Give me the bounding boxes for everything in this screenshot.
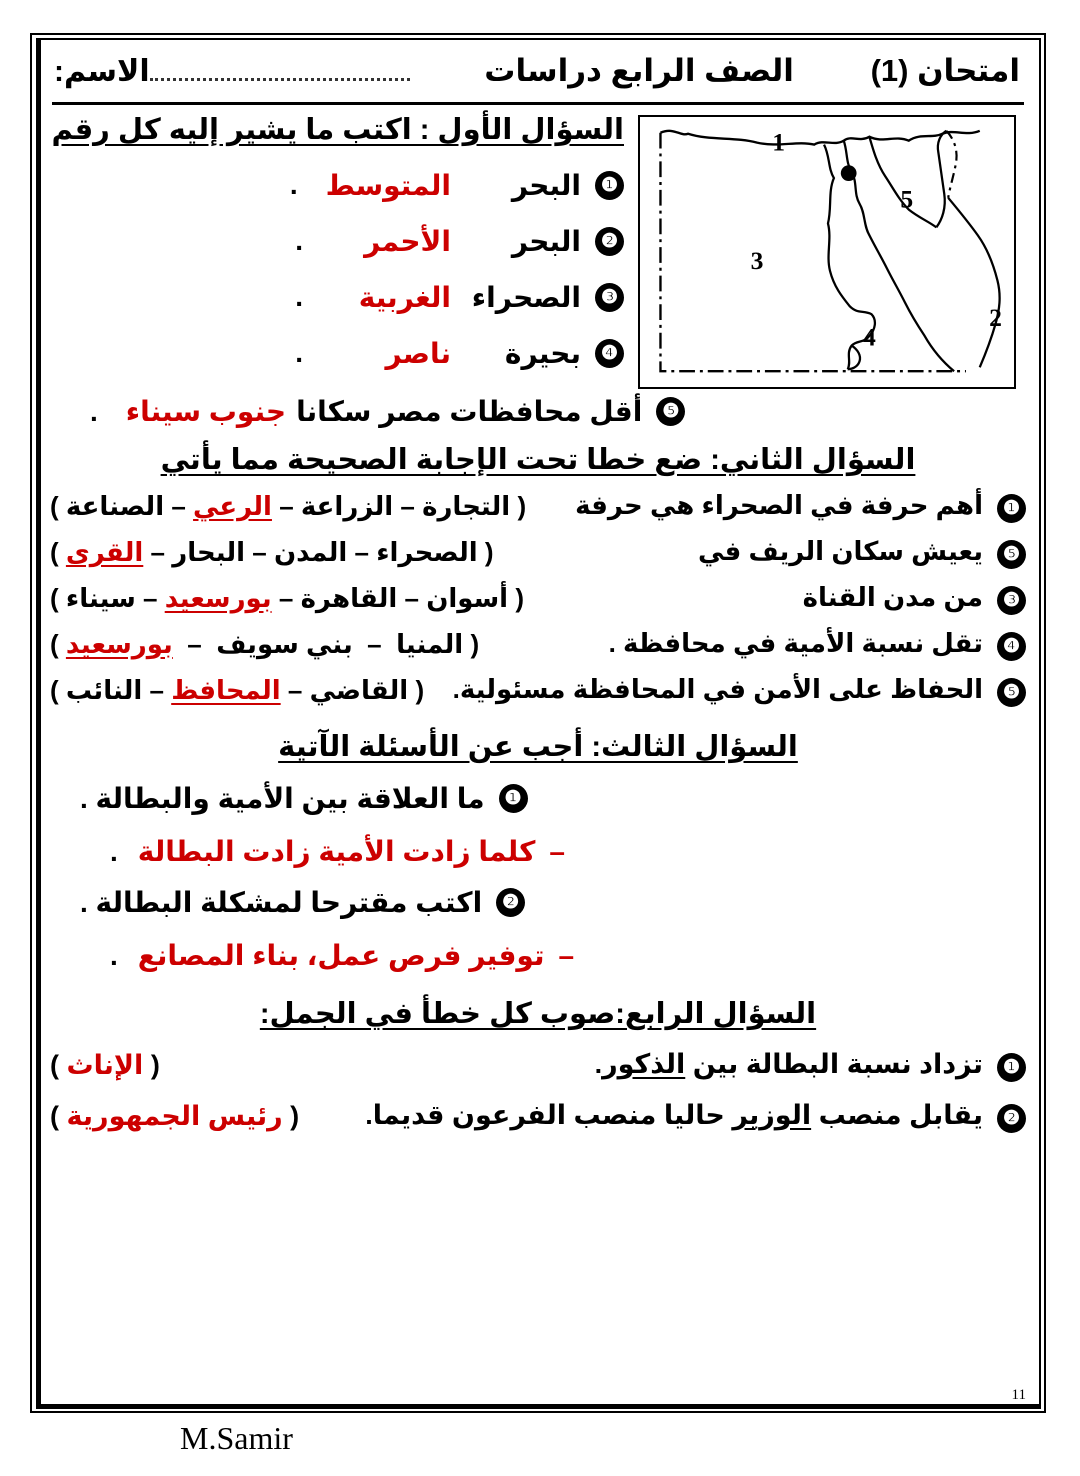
item-question-1: البحر [511,169,581,201]
paren-open: ( [290,1101,300,1131]
essay-answer-period-1: . [110,835,118,867]
mcq-bullet-5: ❺ [997,678,1026,707]
item-period-4: . [295,337,303,368]
mcq-option[interactable]: التجارة [422,491,511,521]
item-bullet-4: ❹ [595,339,624,368]
item-answer-1: المتوسط [325,169,451,201]
item-period-3: . [295,281,303,312]
correction-row [50,1049,1026,1082]
paren-close: ) [50,675,59,705]
mcq-row [50,628,1026,661]
option-separator: – [180,629,209,659]
mcq-option[interactable]: أسوان [426,583,509,613]
paren-close: ) [50,629,59,659]
mcq-option[interactable]: المدن [273,537,348,567]
mcq-stem-2 [698,536,1026,569]
paren-open: ( [515,583,524,613]
option-separator: – [150,537,165,567]
option-separator: – [279,491,294,521]
correction-before-2: يقابل منصب [811,1100,983,1130]
item-period-2: . [295,225,303,256]
mcq-bullet-4: ❹ [997,632,1026,661]
mcq-stem-1 [575,490,1026,523]
correction-bullet-2: ❷ [997,1104,1026,1133]
correction-stem-1 [595,1049,1026,1082]
answer-dash-1: – [549,835,565,867]
mcq-stem-3 [803,582,1026,615]
cairo-marker [841,165,857,181]
exam-number-label: امتحان (1) [870,53,1020,88]
essay-bullet-1: ❶ [499,784,528,813]
item-answer-3: الغربية [358,281,451,313]
mcq-row [50,674,1026,707]
answer-row-5 [50,395,1026,428]
essay-bullet-2: ❷ [496,888,525,917]
mcq-option-correct[interactable]: الرعي [193,491,272,521]
paren-open: ( [470,629,480,659]
option-separator: – [287,675,303,705]
correction-underlined-1: الذكور [602,1049,686,1079]
mcq-option[interactable]: البحار [172,537,245,567]
answer-row [50,213,624,269]
option-separator: – [252,537,267,567]
essay-question-text-2: اكتب مقترحا لمشكلة البطالة . [80,887,483,918]
paren-open: ( [415,675,425,705]
mcq-options-4 [50,629,479,660]
mcq-option[interactable]: القاضي [309,675,409,705]
map-label-3: 3 [750,245,764,275]
item-question-5: أقل محافظات مصر سكانا [296,396,643,427]
option-separator: – [404,583,419,613]
exam-header [50,40,1026,102]
map-label-5: 5 [900,184,914,214]
mcq-stem-text-5: الحفاظ على الأمن في المحافظة مسئولية. [452,674,983,704]
correction-bullet-1: ❶ [997,1053,1026,1082]
section-two-body [50,490,1026,707]
section-one-heading: السؤال الأول : اكتب ما يشير إليه كل رقم [51,114,624,146]
page-number: 11 [1011,1387,1026,1403]
section-one-answer-list [50,157,624,381]
paren-close: ) [50,583,59,613]
item-period-1: . [289,169,298,200]
essay-question-text-1: ما العلاقة بين الأمية والبطالة . [80,783,485,814]
mcq-stem-5 [453,674,1026,707]
item-question-3: الصحراء [471,281,581,313]
correction-before-1: تزداد نسبة البطالة بين [685,1049,983,1079]
option-separator: – [149,675,164,705]
essay-answer-period-2: . [110,939,118,971]
option-separator: – [143,583,158,613]
mcq-option[interactable]: القاهرة [300,583,398,613]
paren-close: ) [50,1101,59,1131]
egypt-map [638,115,1016,389]
item-answer-4: ناصر [385,337,451,369]
option-separator: – [359,629,389,659]
item-bullet-5: ❺ [656,397,685,426]
mcq-option[interactable]: الصحراء [376,537,478,567]
option-separator: – [400,491,415,521]
correction-answer-group-2 [50,1101,299,1132]
mcq-option[interactable]: سيناء [65,583,136,613]
mcq-bullet-1: ❶ [997,494,1026,523]
paren-open: ( [150,1050,160,1080]
option-separator: – [278,583,294,613]
correction-answer-1: الإناث [66,1050,144,1080]
mcq-option[interactable]: الصناعة [65,491,165,521]
section-two-heading: السؤال الثاني: ضع خطا تحت الإجابة الصحيحة مما يأتي [160,444,916,476]
map-label-2: 2 [989,302,1002,332]
essay-question-2 [50,886,1026,919]
mcq-options-2 [50,537,494,568]
answer-dash-2: – [558,939,575,971]
mcq-option[interactable]: الزراعة [300,491,394,521]
item-question-2: البحر [511,225,581,257]
mcq-row [50,490,1026,523]
mcq-stem-4 [609,628,1026,661]
item-bullet-2: ❷ [595,227,624,256]
correction-underlined-2: الوزير [732,1100,812,1130]
correction-row [50,1100,1026,1133]
mcq-option-correct[interactable]: القرى [65,537,144,567]
author-signature: M.Samir [180,1420,293,1456]
map-container [628,112,1026,389]
correction-answer-group-1 [50,1050,160,1081]
mcq-options-3 [50,583,524,614]
item-answer-2: الأحمر [364,225,451,257]
page-content [40,40,1036,1406]
answer-row [50,269,624,325]
item-question-4: بحيرة [504,337,581,369]
essay-answer-text-1: كلما زادت الأمية زادت البطالة [137,836,536,867]
essay-answer-text-2: توفير فرص عمل، بناء المصانع [137,940,545,971]
essay-answer-2 [50,939,1026,972]
mcq-stem-text-3: من مدن القناة [802,582,983,612]
mcq-option-correct[interactable]: المحافظ [171,675,281,705]
mcq-stem-text-1: أهم حرفة في الصحراء هي حرفة [575,490,983,520]
item-bullet-1: ❶ [595,171,624,200]
section-four-heading: السؤال الرابع:صوب كل خطأ في الجمل: [259,998,817,1030]
mcq-options-1 [50,491,526,522]
mcq-row [50,582,1026,615]
answer-row [50,325,624,381]
paren-close: ) [50,1050,59,1080]
header-divider [52,102,1024,105]
paren-open: ( [517,491,527,521]
egypt-map-drawing [640,117,1014,387]
mcq-bullet-2: ❺ [997,540,1026,569]
paren-close: ) [50,491,59,521]
map-label-1: 1 [772,127,786,157]
paren-open: ( [484,537,494,567]
essay-question-1 [50,782,1026,815]
correction-answer-2: رئيس الجمهورية [66,1101,283,1131]
section-one-body [50,112,628,381]
student-name-field [54,54,416,89]
correction-after-2: حاليا منصب الفرعون قديما. [365,1100,733,1130]
mcq-option[interactable]: بني سويف [216,629,353,659]
essay-answer-1 [50,835,1026,868]
mcq-option[interactable]: النائب [65,675,143,705]
option-separator: – [171,491,186,521]
mcq-row [50,536,1026,569]
map-label-4: 4 [862,322,876,352]
paren-close: ) [50,537,59,567]
mcq-option[interactable]: المنيا [396,629,464,659]
name-label: الاسم: [54,54,150,88]
correction-stem-2 [365,1100,1026,1133]
mcq-option-correct[interactable]: بورسعيد [65,629,173,659]
item-bullet-3: ❸ [595,283,624,312]
mcq-stem-text-2: يعيش سكان الريف في [697,536,983,566]
section-four-body [50,1049,1026,1133]
answer-row [50,157,624,213]
item-answer-5: جنوب سيناء [125,396,287,427]
mcq-option-correct[interactable]: بورسعيد [164,583,272,613]
section-three-body [50,782,1026,972]
item-period-5: . [90,395,98,427]
mcq-bullet-3: ❸ [997,586,1026,615]
section-one [50,112,1026,389]
correction-after-1: . [594,1049,603,1079]
section-three-heading: السؤال الثالث: أجب عن الأسئلة الآتية [278,731,798,763]
mcq-stem-text-4: تقل نسبة الأمية في محافظة . [608,628,983,658]
mcq-options-5 [50,675,424,706]
name-dotted-line[interactable] [150,77,410,81]
option-separator: – [354,537,369,567]
exam-subject-label: الصف الرابع دراسات [484,53,794,88]
